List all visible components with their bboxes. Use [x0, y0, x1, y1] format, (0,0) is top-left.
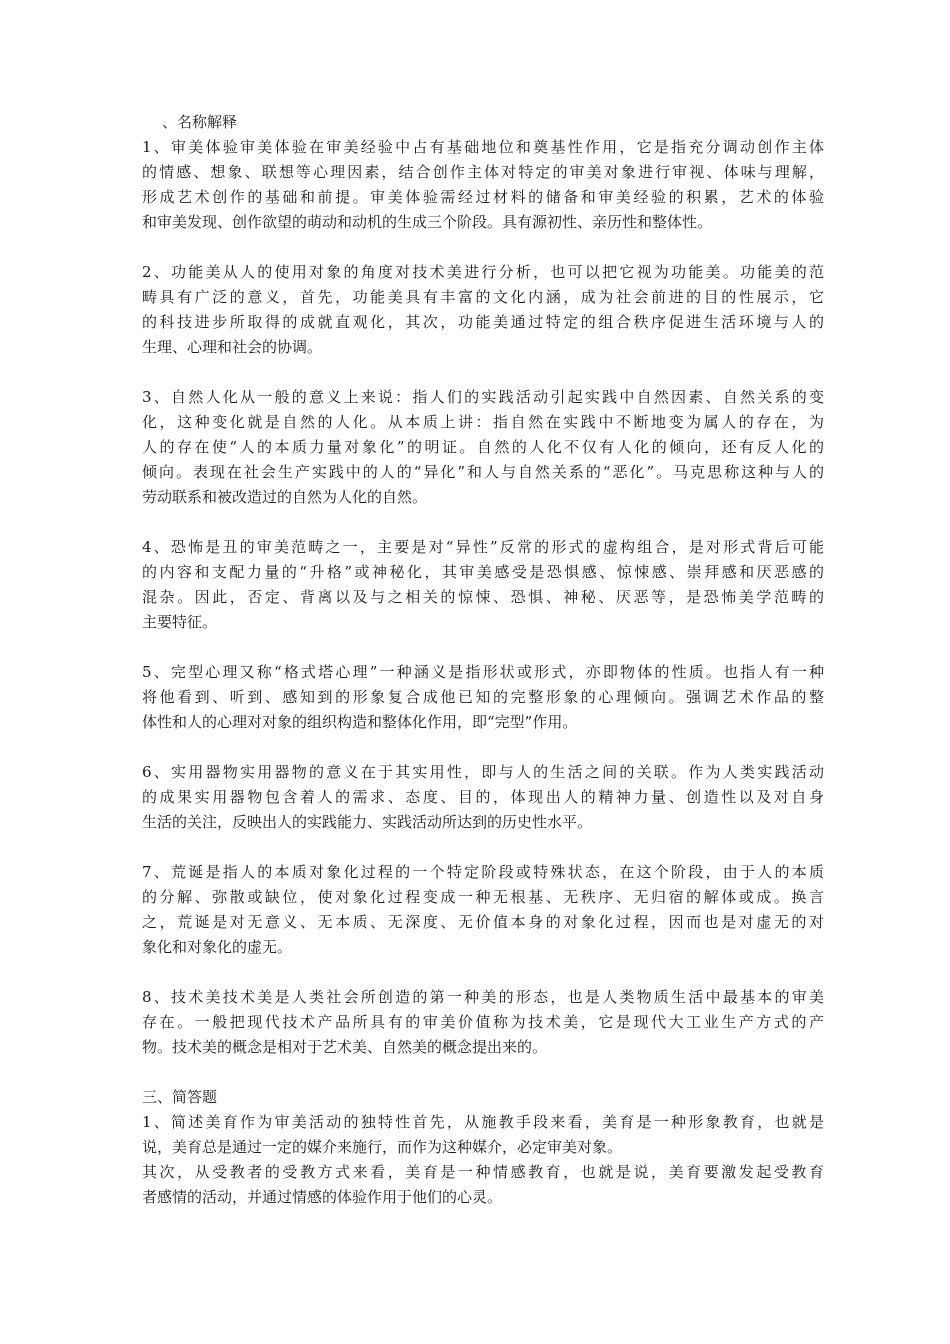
text-line: 1、审美体验审美体验在审美经验中占有基础地位和奠基性作用，它是指充分调动创作主体: [142, 138, 824, 156]
text-line: 将他看到、听到、感知到的形象复合成他已知的完整形象的心理倾向。强调艺术作品的整: [142, 688, 824, 706]
text-line: 8、技术美技术美是人类社会所创造的第一种美的形态，也是人类物质生活中最基本的审美: [142, 988, 824, 1006]
text-line: 存在。一般把现代技术产品所具有的审美价值称为技术美，它是现代大工业生产方式的产: [142, 1013, 824, 1031]
text-line: 的情感、想象、联想等心理因素，结合创作主体对特定的审美对象进行审视、体味与理解，: [142, 163, 824, 181]
paragraph-gap: [142, 960, 824, 985]
term-item-3: [142, 385, 824, 510]
text-line: 的成果实用器物包含着人的需求、态度、目的，体现出人的精神力量、创造性以及对自身: [142, 788, 824, 806]
section-heading-short-answer: 三、简答题: [142, 1088, 218, 1106]
answer-paragraph-1: [142, 1110, 824, 1160]
paragraph-gap: [142, 835, 824, 860]
answer-paragraph-2: [142, 1160, 824, 1210]
text-line: 倾向。表现在社会生产实践中的人的“异化”和人与自然关系的“恶化”。马克思称这种与人的: [142, 463, 824, 481]
paragraph-gap: [142, 235, 824, 260]
text-line: 生理、心理和社会的协调。: [142, 338, 323, 356]
document-page: [142, 110, 824, 1210]
text-line: 说，美育总是通过一定的媒介来施行，而作为这种媒介，必定审美对象。: [142, 1138, 623, 1156]
term-item-6: [142, 760, 824, 835]
text-line: 之，荒诞是对无意义、无本质、无深度、无价值本身的对象化过程，因而也是对虚无的对: [142, 913, 824, 931]
text-line: 生活的关注，反映出人的实践能力、实践活动所达到的历史性水平。: [142, 813, 593, 831]
text-line: 劳动联系和被改造过的自然为人化的自然。: [142, 488, 428, 506]
text-line: 3、自然人化从一般的意义上来说：指人们的实践活动引起实践中自然因素、自然关系的变: [142, 388, 824, 406]
paragraph-gap: [142, 735, 824, 760]
text-line: 化，这种变化就是自然的人化。从本质上讲：指自然在实践中不断地变为属人的存在，为: [142, 413, 824, 431]
text-line: 和审美发现、创作欲望的萌动和动机的生成三个阶段。具有源初性、亲历性和整体性。: [142, 213, 713, 231]
text-line: 其次，从受教者的受教方式来看，美育是一种情感教育，也就是说，美育要激发起受教育: [142, 1163, 824, 1181]
text-line: 人的存在使“人的本质力量对象化”的明证。自然的人化不仅有人化的倾向，还有反人化的: [142, 438, 824, 456]
term-item-2: [142, 260, 824, 360]
section-heading-terms: 、名称解释: [162, 113, 238, 131]
term-item-4: [142, 535, 824, 635]
text-line: 体性和人的心理对对象的组织构造和整体化作用，即“完型”作用。: [142, 713, 578, 731]
text-line: 畴具有广泛的意义，首先，功能美具有丰富的文化内涵，成为社会前进的目的性展示，它: [142, 288, 824, 306]
text-line: 7、荒诞是指人的本质对象化过程的一个特定阶段或特殊状态，在这个阶段，由于人的本质: [142, 863, 824, 881]
text-line: 形成艺术创作的基础和前提。审美体验需经过材料的储备和审美经验的积累，艺术的体验: [142, 188, 824, 206]
text-line: 的分解、弥散或缺位，使对象化过程变成一种无根基、无秩序、无归宿的解体或成。换言: [142, 888, 824, 906]
paragraph-gap: [142, 510, 824, 535]
text-line: 5、完型心理又称“格式塔心理”一种涵义是指形状或形式，亦即物体的性质。也指人有一种: [142, 663, 824, 681]
text-line: 1、简述美育作为审美活动的独特性首先，从施教手段来看，美育是一种形象教育，也就是: [142, 1113, 824, 1131]
text-line: 的内容和支配力量的“升格”或神秘化，其审美感受是恐惧感、惊悚感、崇拜感和厌恶感的: [142, 563, 824, 581]
term-item-8: [142, 985, 824, 1060]
text-line: 混杂。因此，否定、背离以及与之相关的惊悚、恐惧、神秘、厌恶等，是恐怖美学范畴的: [142, 588, 824, 606]
term-item-5: [142, 660, 824, 735]
text-line: 的科技进步所取得的成就直观化，其次，功能美通过特定的组合秩序促进生活环境与人的: [142, 313, 824, 331]
text-line: 2、功能美从人的使用对象的角度对技术美进行分析，也可以把它视为功能美。功能美的范: [142, 263, 824, 281]
text-line: 主要特征。: [142, 613, 218, 631]
term-item-1: [142, 135, 824, 235]
text-line: 物。技术美的概念是相对于艺术美、自然美的概念提出来的。: [142, 1038, 548, 1056]
term-item-7: [142, 860, 824, 960]
text-line: 象化和对象化的虚无。: [142, 938, 293, 956]
text-line: 者感情的活动，并通过情感的体验作用于他们的心灵。: [142, 1188, 503, 1206]
paragraph-gap: [142, 1060, 824, 1085]
paragraph-gap: [142, 360, 824, 385]
text-line: 6、实用器物实用器物的意义在于其实用性，即与人的生活之间的关联。作为人类实践活动: [142, 763, 824, 781]
paragraph-gap: [142, 635, 824, 660]
text-line: 4、恐怖是丑的审美范畴之一，主要是对“异性”反常的形式的虚构组合，是对形式背后可能: [142, 538, 824, 556]
